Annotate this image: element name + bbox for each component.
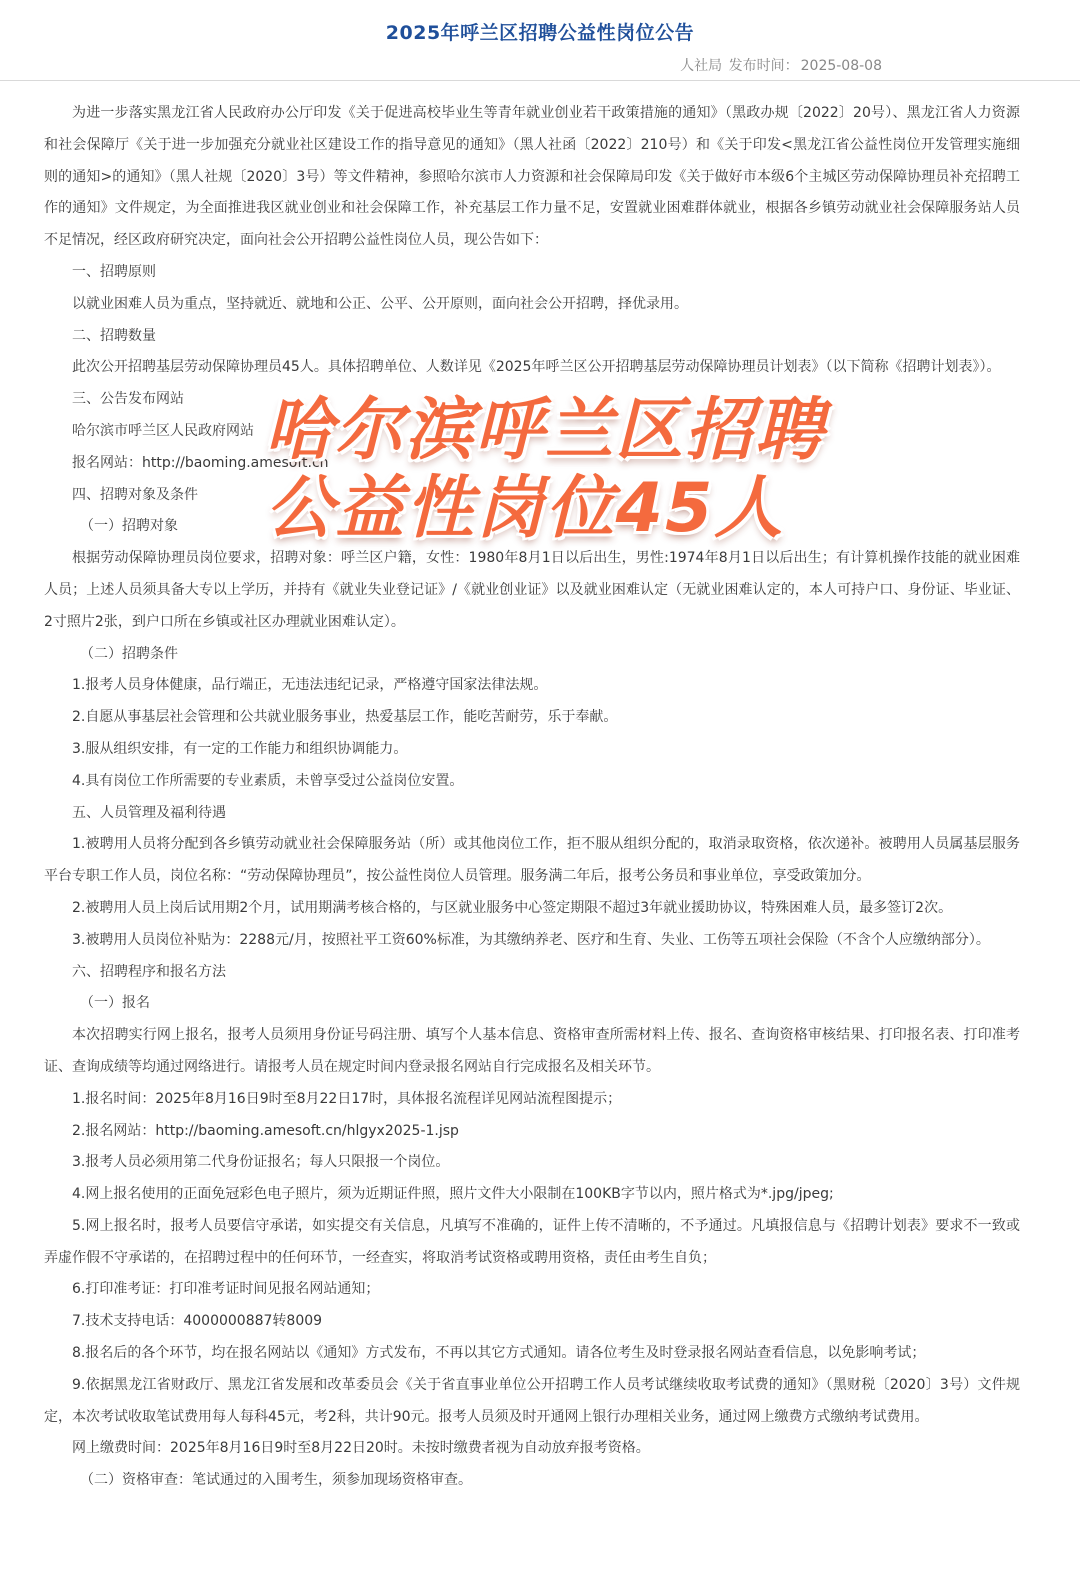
paragraph: （二）资格审查：笔试通过的入围考生，须参加现场资格审查。 bbox=[80, 1472, 472, 1489]
paragraph: 3.被聘用人员岗位补贴为：2288元/月，按照社平工资60%标准，为其缴纳养老、医疗和生育、失业、工伤等五项社会保险（不含个人应缴纳部分）。 bbox=[72, 931, 990, 948]
paragraph: 此次公开招聘基层劳动保障协理员45人。具体招聘单位、人数详见《2025年呼兰区公开招聘基层劳动保障协理员计划表》（以下简称《招聘计划表》）。 bbox=[72, 359, 1001, 376]
paragraph: 1.被聘用人员将分配到各乡镇劳动就业社会保障服务站（所）或其他岗位工作，拒不服从组织分配的，取消录取资格，依次递补。被聘用人员属基层服务平台专职工作人员，岗位名称：“劳动保障协理员”，按公益性岗位人员管理。服务满二年后，报考公务员和事业单位，享受政策加分。 bbox=[44, 836, 1020, 885]
publish-meta bbox=[678, 55, 882, 75]
article-body bbox=[44, 98, 1020, 1497]
paragraph: 为进一步落实黑龙江省人民政府办公厅印发《关于促进高校毕业生等青年就业创业若干政策措施的通知》（黑政办规〔2022〕20号）、黑龙江省人力资源和社会保障厅《关于进一步加强充分就业社区建设工作的指导意见的通知》（黑人社函〔2022〕210号）和《关于印发<黑龙江省公益性岗位开发管理实施细则的通知>的通知》（黑人社规〔2020〕3号）等文件精神，参照哈尔滨市人力资源和社会保障局印发《关于做好市本级6个主城区劳动保障协理员补充招聘工作的通知》文件规定，为全面推进我区就业创业和社会保障工作，补充基层工作力量不足，安置就业困难群体就业，根据各乡镇劳动就业社会保障服务站人员不足情况，经区政府研究决定，面向社会公开招聘公益性岗位人员，现公告如下： bbox=[44, 105, 1020, 249]
overlay-line-1: 哈尔滨呼兰区招聘 bbox=[264, 391, 825, 470]
paragraph: 报名网站：http://baoming.amesoft.cn bbox=[72, 454, 329, 471]
paragraph: 三、公告发布网站 bbox=[72, 391, 184, 408]
paragraph: 二、招聘数量 bbox=[72, 327, 156, 344]
overlay-line-2: 公益性岗位45人 bbox=[265, 469, 785, 548]
publish-date: 2025-08-08 bbox=[800, 58, 882, 74]
paragraph: 根据劳动保障协理员岗位要求，招聘对象：呼兰区户籍，女性：1980年8月1日以后出生，男性:1974年8月1日以后出生；有计算机操作技能的就业困难人员；上述人员须具备大专以上学历，并持有《就业失业登记证》/《就业创业证》以及就业困难认定（无就业困难认定的，本人可持户口、身份证、毕业证、2寸照片2张，到户口所在乡镇或社区办理就业困难认定）。 bbox=[44, 550, 1020, 630]
paragraph: 五、人员管理及福利待遇 bbox=[72, 804, 226, 821]
paragraph: 四、招聘对象及条件 bbox=[72, 486, 198, 503]
paragraph: 4.具有岗位工作所需要的专业素质，未曾享受过公益岗位安置。 bbox=[72, 772, 464, 789]
publish-time-label: 发布时间： bbox=[728, 58, 799, 74]
paragraph: 网上缴费时间：2025年8月16日9时至8月22日20时。未按时缴费者视为自动放弃报考资格。 bbox=[72, 1440, 650, 1457]
paragraph: 本次招聘实行网上报名，报考人员须用身份证号码注册、填写个人基本信息、资格审查所需材料上传、报名、查询资格审核结果、打印报名表、打印准考证、查询成绩等均通过网络进行。请报考人员在规定时间内登录报名网站自行完成报名及相关环节。 bbox=[44, 1027, 1020, 1075]
paragraph: 1.报考人员身体健康，品行端正，无违法违纪记录，严格遵守国家法律法规。 bbox=[72, 677, 548, 694]
paragraph: 2.被聘用人员上岗后试用期2个月，试用期满考核合格的，与区就业服务中心签定期限不超过3年就业援助协议，特殊困难人员，最多签订2次。 bbox=[72, 899, 953, 916]
paragraph: 六、招聘程序和报名方法 bbox=[72, 963, 226, 980]
article-header bbox=[0, 0, 1080, 81]
paragraph: 2.报名网站：http://baoming.amesoft.cn/hlgyx2025-1.jsp bbox=[72, 1122, 459, 1139]
paragraph: 9.依据黑龙江省财政厅、黑龙江省发展和改革委员会《关于省直事业单位公开招聘工作人员考试继续收取考试费的通知》（黑财税〔2020〕3号）文件规定，本次考试收取笔试费用每人每科45元，考2科，共计90元。报考人员须及时开通网上银行办理相关业务，通过网上缴费方式缴纳考试费用。 bbox=[44, 1376, 1020, 1425]
paragraph: （一）招聘对象 bbox=[80, 518, 178, 535]
paragraph: 6.打印准考证：打印准考证时间见报名网站通知； bbox=[72, 1281, 380, 1298]
paragraph: 8.报名后的各个环节，均在报名网站以《通知》方式发布，不再以其它方式通知。请各位考生及时登录报名网站查看信息，以免影响考试； bbox=[72, 1345, 926, 1362]
paragraph: 一、招聘原则 bbox=[72, 263, 156, 280]
source-label: 人社局 bbox=[680, 58, 723, 74]
paragraph: 2.自愿从事基层社会管理和公共就业服务事业，热爱基层工作，能吃苦耐劳，乐于奉献。 bbox=[72, 709, 618, 726]
page-title: 2025年呼兰区招聘公益性岗位公告 bbox=[385, 22, 695, 44]
paragraph: （一）报名 bbox=[80, 995, 150, 1012]
paragraph: 哈尔滨市呼兰区人民政府网站 bbox=[72, 422, 254, 439]
paragraph: 1.报名时间：2025年8月16日9时至8月22日17时，具体报名流程详见网站流程图提示； bbox=[72, 1090, 622, 1107]
paragraph: 7.技术支持电话：4000000887转8009 bbox=[72, 1313, 323, 1330]
paragraph: 5.网上报名时，报考人员要信守承诺，如实提交有关信息，凡填写不准确的，证件上传不清晰的，不予通过。凡填报信息与《招聘计划表》要求不一致或弄虚作假不守承诺的，在招聘过程中的任何环节，一经查实，将取消考试资格或聘用资格，责任由考生自负； bbox=[44, 1217, 1020, 1266]
paragraph: 以就业困难人员为重点，坚持就近、就地和公正、公平、公开原则，面向社会公开招聘，择优录用。 bbox=[72, 295, 688, 312]
paragraph: 3.服从组织安排，有一定的工作能力和组织协调能力。 bbox=[72, 740, 408, 757]
paragraph: （二）招聘条件 bbox=[80, 645, 178, 662]
paragraph: 4.网上报名使用的正面免冠彩色电子照片，须为近期证件照，照片文件大小限制在100KB字节以内，照片格式为*.jpg/jpeg; bbox=[72, 1186, 834, 1203]
paragraph: 3.报考人员必须用第二代身份证报名；每人只限报一个岗位。 bbox=[72, 1154, 450, 1171]
